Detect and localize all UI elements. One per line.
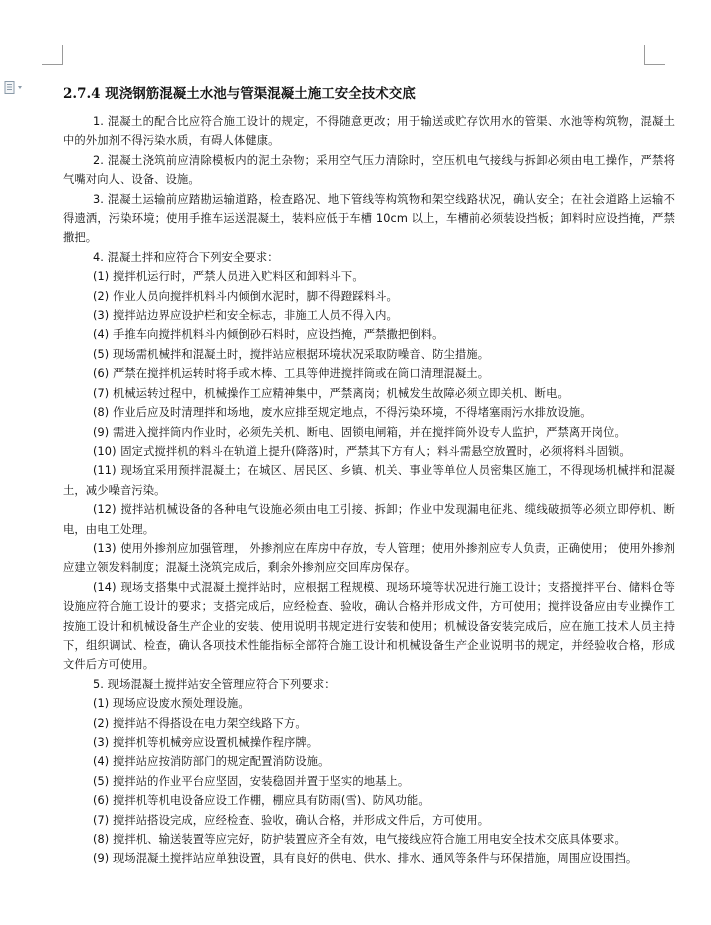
paragraph: (12) 搅拌站机械设备的各种电气设施必须由电工引接、拆卸；作业中发现漏电征兆、缆线破损等必须立即停机、断电，由电工处理。 bbox=[63, 503, 675, 536]
paragraph: (5) 搅拌站的作业平台应坚固，安装稳固并置于坚实的地基上。 bbox=[93, 774, 410, 788]
paragraph: (7) 搅拌站搭设完成，应经检查、验收，确认合格，并形成文件后，方可使用。 bbox=[93, 813, 490, 827]
paragraph: (2) 作业人员向搅拌机料斗内倾倒水泥时，脚不得蹬踩料斗。 bbox=[93, 289, 398, 303]
paragraph: (9) 需进入搅拌筒内作业时，必须先关机、断电、固锁电闸箱，并在搅拌筒外设专人监护，严禁离开岗位。 bbox=[93, 425, 626, 439]
document-body bbox=[63, 112, 675, 869]
paragraph: (9) 现场混凝土搅拌站应单独设置，具有良好的供电、供水、排水、通风等条件与环保措施，周围应设围挡。 bbox=[93, 852, 638, 866]
document-outline-icon[interactable] bbox=[4, 80, 26, 94]
paragraph: (6) 搅拌机等机电设备应设工作棚，棚应具有防雨(雪)、防风功能。 bbox=[93, 794, 430, 808]
paragraph: (3) 搅拌机等机械旁应设置机械操作程序牌。 bbox=[93, 736, 319, 749]
corner-mark-top-left-h bbox=[42, 64, 63, 65]
paragraph: (1) 搅拌机运行时，严禁人员进入贮料区和卸料斗下。 bbox=[93, 270, 364, 284]
paragraph: (1) 现场应设废水预处理设施。 bbox=[93, 697, 250, 711]
paragraph: (11) 现场宜采用预拌混凝土；在城区、居民区、乡镇、机关、事业等单位人员密集区施工，不得现场机械拌和混凝土，减少噪音污染。 bbox=[63, 464, 675, 497]
corner-mark-top-right-v bbox=[644, 45, 645, 65]
paragraph: 3. 混凝土运输前应踏勘运输道路，检查路况、地下管线等构筑物和架空线路状况，确认安全；在社会道路上运输不得遗洒，污染环境；使用手推车运送混凝土，装料应低于车槽 10cm 以上，车槽前必须装设挡板；卸料时应设挡掩，严禁撒把。 bbox=[63, 192, 675, 245]
paragraph: (3) 搅拌站边界应设护栏和安全标志，非施工人员不得入内。 bbox=[93, 309, 398, 323]
corner-mark-top-left-v bbox=[62, 45, 63, 65]
paragraph: (2) 搅拌站不得搭设在电力架空线路下方。 bbox=[93, 716, 307, 730]
paragraph: 2. 混凝土浇筑前应清除模板内的泥土杂物；采用空气压力清除时，空压机电气接线与拆卸必须由电工操作，严禁将气嘴对向人、设备、设施。 bbox=[63, 153, 675, 187]
section-title: 2.7.4 现浇钢筋混凝土水池与管渠混凝土施工安全技术交底 bbox=[63, 86, 416, 102]
paragraph: (7) 机械运转过程中，机械操作工应精神集中，严禁离岗；机械发生故障必须立即关机、断电。 bbox=[93, 386, 569, 400]
paragraph: (4) 手推车向搅拌机料斗内倾倒砂石料时，应设挡掩，严禁撒把倒料。 bbox=[93, 328, 444, 342]
paragraph: (5) 现场需机械拌和混凝土时，搅拌站应根据环境状况采取防噪音、防尘措施。 bbox=[93, 347, 490, 361]
paragraph: 5. 现场混凝土搅拌站安全管理应符合下列要求： bbox=[93, 677, 336, 691]
corner-mark-top-right-h bbox=[644, 64, 665, 65]
paragraph: (4) 搅拌站应按消防部门的规定配置消防设施。 bbox=[93, 755, 330, 769]
paragraph: (10) 固定式搅拌机的料斗在轨道上提升(降落)时，严禁其下方有人；料斗需悬空放置时，必须将料斗固锁。 bbox=[93, 444, 631, 458]
paragraph: (8) 作业后应及时清理拌和场地，废水应排至规定地点，不得污染环境，不得堵塞雨污水排放设施。 bbox=[93, 406, 592, 420]
paragraph: 4. 混凝土拌和应符合下列安全要求： bbox=[93, 250, 279, 264]
paragraph: (8) 搅拌机、输送装置等应完好，防护装置应齐全有效，电气接线应符合施工用电安全技术交底具体要求。 bbox=[93, 833, 626, 847]
paragraph: (13) 使用外掺剂应加强管理， 外掺剂应在库房中存放，专人管理；使用外掺剂应专人负责，正确使用； 使用外掺剂应建立领发料制度；混凝土浇筑完成后，剩余外掺剂应交回库房保存。 bbox=[63, 541, 675, 575]
paragraph: 1. 混凝土的配合比应符合施工设计的规定，不得随意更改；用于输送或贮存饮用水的管渠、水池等构筑物，混凝土中的外加剂不得污染水质，有碍人体健康。 bbox=[63, 115, 675, 148]
paragraph: (14) 现场支搭集中式混凝土搅拌站时，应根据工程规模、现场环境等状况进行施工设计；支搭搅拌平台、储料仓等设施应符合施工设计的要求；支搭完成后，应经检查、验收，确认合格并形成文件，方可使用；搅拌设备应由专业操作工按施工设计和机械设备生产企业的安装、使用说明书规定进行安装和使用；机械设备安装完成后，应在施工技术人员主持下，组织调试、检查，确认各项技术性能指标全部符合施工设计和机械设备生产企业说明书的规定，并经验收合格，形成文件后方可使用。 bbox=[63, 580, 675, 672]
paragraph: (6) 严禁在搅拌机运转时将手或木棒、工具等伸进搅拌筒或在筒口清理混凝土。 bbox=[93, 367, 490, 381]
